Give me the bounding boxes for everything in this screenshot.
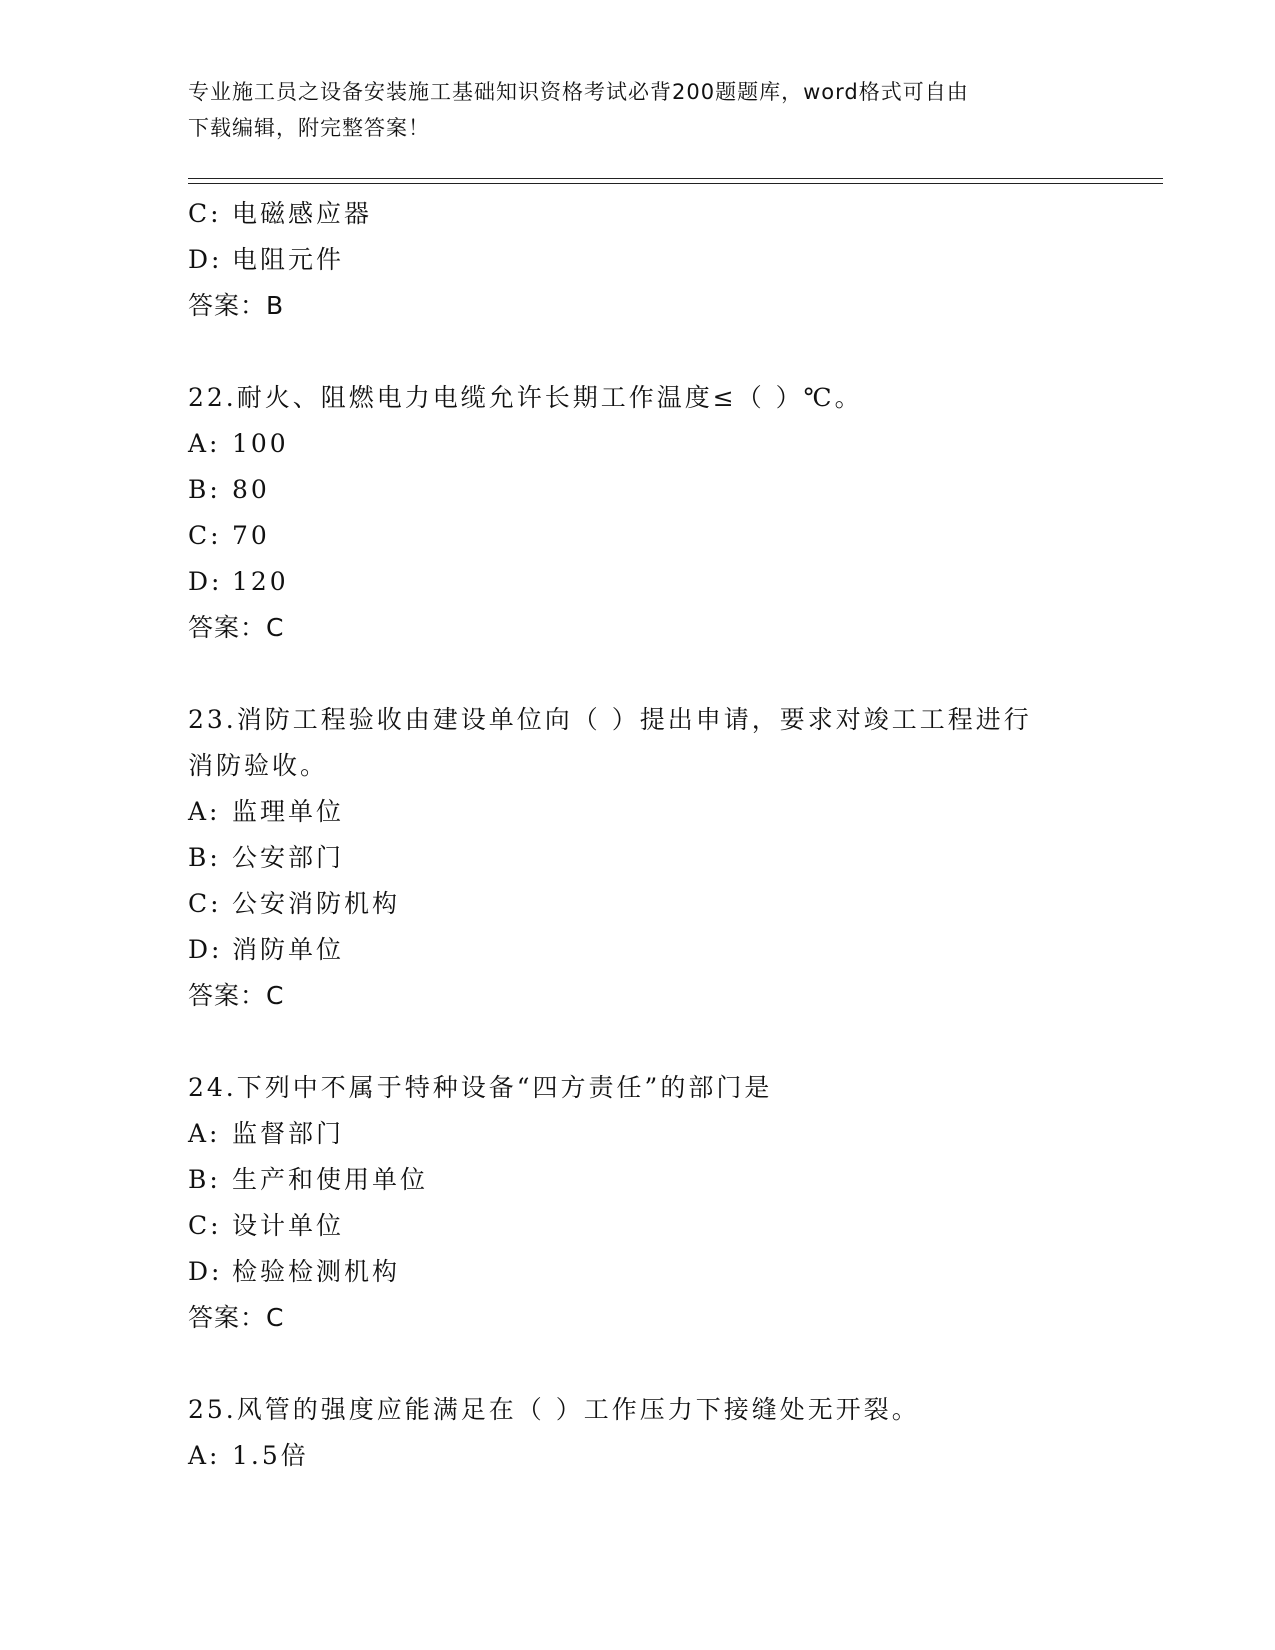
answer-text: 答案：C — [188, 981, 285, 1010]
option-label: B: — [188, 843, 221, 872]
header-divider-top — [188, 178, 1163, 179]
option-text: 生产和使用单位 — [232, 1165, 429, 1194]
option-label: D: — [188, 1257, 223, 1286]
spacer — [188, 651, 1088, 697]
option-text: 设计单位 — [232, 1211, 345, 1240]
option-label: A: — [188, 429, 221, 458]
option-label: D: — [188, 567, 223, 596]
question-list — [188, 191, 1088, 1479]
option-text: 100 — [232, 429, 289, 458]
option-text: 80 — [232, 475, 270, 504]
option-label: D: — [188, 245, 223, 274]
option-text: 检验检测机构 — [232, 1257, 401, 1286]
option-c — [188, 513, 1088, 559]
question-stem: 24.下列中不属于特种设备“四方责任”的部门是 — [188, 1073, 773, 1102]
option-label: D: — [188, 935, 223, 964]
question-stem-line-1: 23.消防工程验收由建设单位向（ ）提出申请，要求对竣工工程进行 — [188, 705, 1032, 734]
option-text: 70 — [232, 521, 270, 550]
option-c — [188, 881, 1088, 927]
spacer — [188, 1019, 1088, 1065]
answer-text: 答案：C — [188, 1303, 285, 1332]
option-label: C: — [188, 521, 222, 550]
option-text: 监督部门 — [232, 1119, 345, 1148]
option-text: 120 — [232, 567, 289, 596]
spacer — [188, 1341, 1088, 1387]
answer-text: 答案：C — [188, 613, 285, 642]
option-label: B: — [188, 475, 221, 504]
question-stem: 25.风管的强度应能满足在（ ）工作压力下接缝处无开裂。 — [188, 1395, 920, 1424]
option-d — [188, 237, 1088, 283]
question-25 — [188, 1387, 1088, 1479]
option-a — [188, 1111, 1088, 1157]
option-a — [188, 1433, 1088, 1479]
question-24 — [188, 1065, 1088, 1341]
option-text: 公安消防机构 — [232, 889, 401, 918]
question-stem-line-2: 消防验收。 — [188, 751, 329, 780]
header-divider-bottom — [188, 183, 1163, 184]
document-header — [188, 74, 1068, 146]
option-d — [188, 927, 1088, 973]
question-22 — [188, 375, 1088, 651]
option-b — [188, 1157, 1088, 1203]
option-b — [188, 467, 1088, 513]
option-d — [188, 1249, 1088, 1295]
option-label: C: — [188, 889, 222, 918]
option-text: 监理单位 — [232, 797, 345, 826]
option-b — [188, 835, 1088, 881]
option-a — [188, 789, 1088, 835]
option-label: A: — [188, 1441, 221, 1470]
option-label: A: — [188, 797, 221, 826]
option-text: 公安部门 — [232, 843, 345, 872]
option-label: B: — [188, 1165, 221, 1194]
option-d — [188, 559, 1088, 605]
option-c — [188, 1203, 1088, 1249]
answer-text: 答案：B — [188, 291, 285, 320]
question-stem: 22.耐火、阻燃电力电缆允许长期工作温度≤（ ）℃。 — [188, 383, 863, 412]
option-c — [188, 191, 1088, 237]
option-text: 消防单位 — [232, 935, 345, 964]
question-23 — [188, 697, 1088, 1019]
option-label: C: — [188, 1211, 222, 1240]
option-label: A: — [188, 1119, 221, 1148]
option-text: 1.5倍 — [232, 1441, 309, 1470]
spacer — [188, 329, 1088, 375]
option-text: 电磁感应器 — [232, 199, 373, 228]
question-21-continued — [188, 191, 1088, 329]
option-text: 电阻元件 — [232, 245, 345, 274]
option-label: C: — [188, 199, 222, 228]
header-line-2: 下载编辑，附完整答案！ — [188, 116, 430, 140]
option-a — [188, 421, 1088, 467]
header-line-1: 专业施工员之设备安装施工基础知识资格考试必背200题题库，word格式可自由 — [188, 80, 969, 104]
